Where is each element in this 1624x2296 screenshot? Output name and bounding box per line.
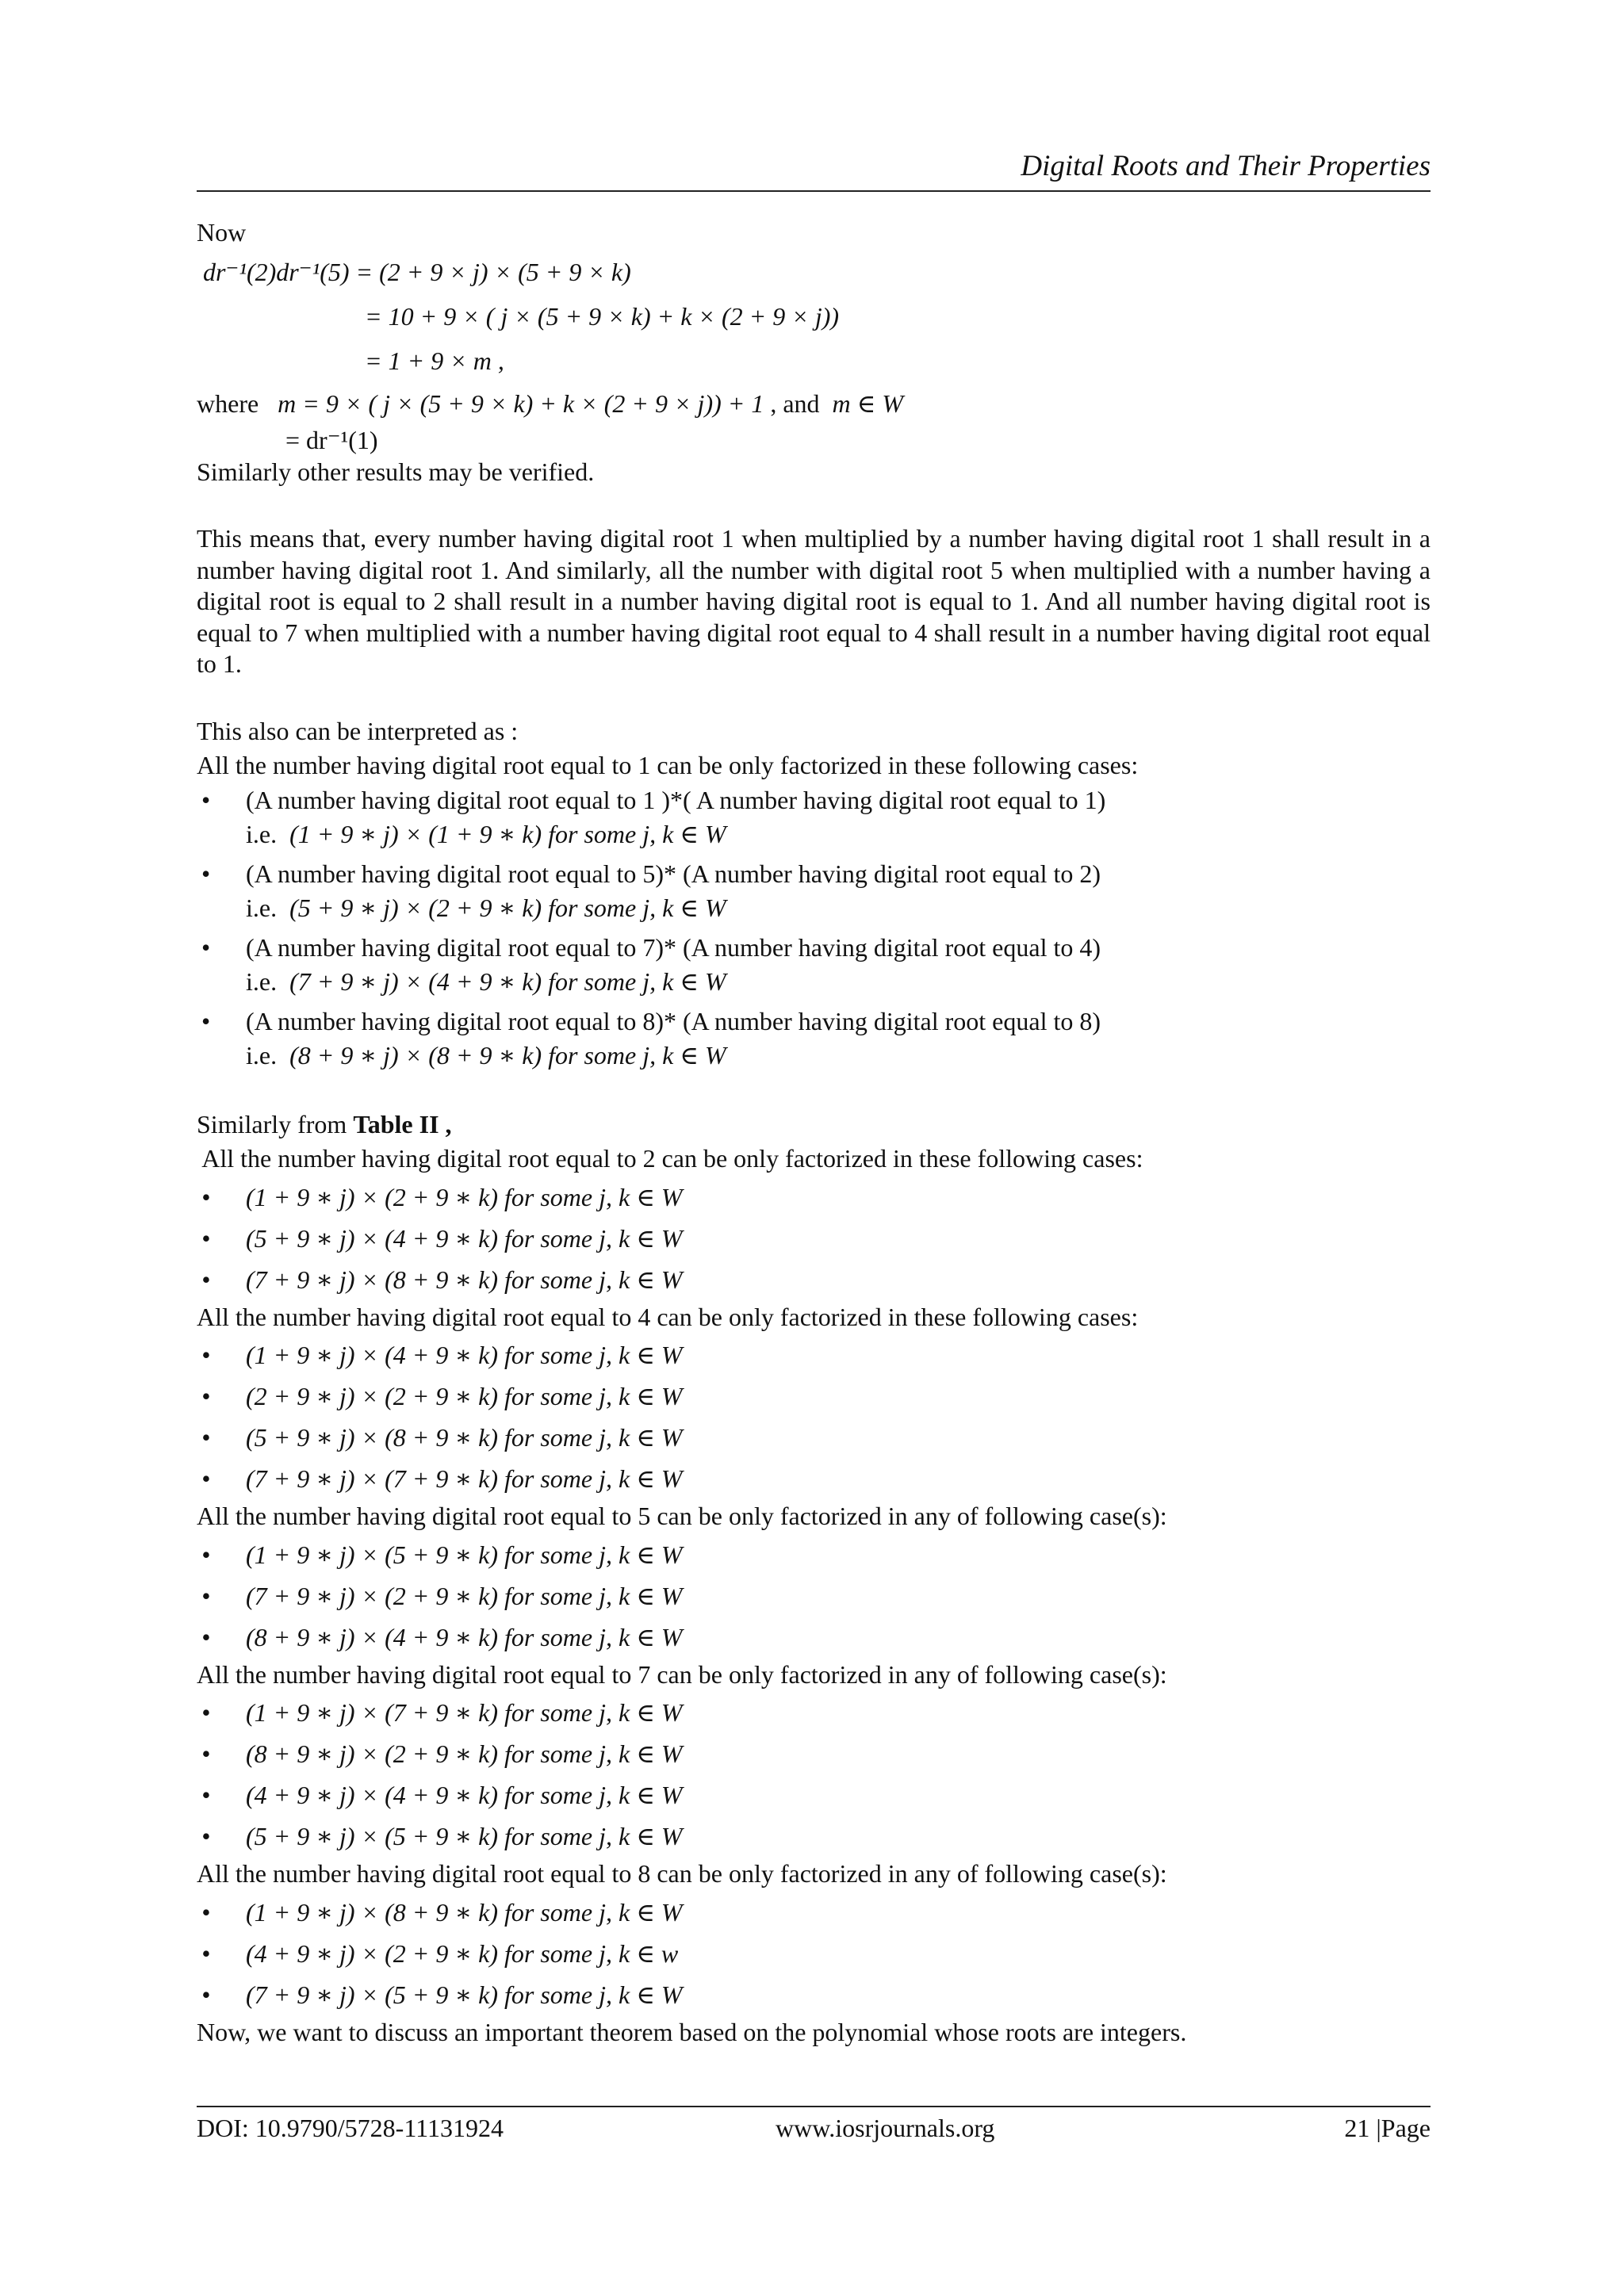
where-and: , and (770, 388, 820, 418)
list-item: • (4 + 9 ∗ j) × (4 + 9 ∗ k) for some j, k ∈ W (197, 1774, 1431, 1816)
list-item-expression: i.e. (5 + 9 ∗ j) × (2 + 9 ∗ k) for some j, k ∈ W (246, 894, 726, 922)
running-title: Digital Roots and Their Properties (1021, 150, 1431, 182)
journal-website-link[interactable]: www.iosrjournals.org (776, 2114, 995, 2142)
list-item: • (7 + 9 ∗ j) × (8 + 9 ∗ k) for some j, k ∈ W (197, 1259, 1431, 1300)
where-prefix: where (197, 388, 259, 418)
list-item: • (1 + 9 ∗ j) × (2 + 9 ∗ k) for some j, k ∈ W (197, 1177, 1431, 1218)
group-heading-dr-7: All the number having digital root equal to 7 can be only factorized in any of following case(s): (197, 1659, 1167, 1689)
list-item: • (1 + 9 ∗ j) × (5 + 9 ∗ k) for some j, k ∈ W (197, 1534, 1431, 1575)
where-equation: m = 9 × ( j × (5 + 9 × k) + k × (2 + 9 × j)) + 1 (278, 388, 764, 418)
list-item: • (8 + 9 ∗ j) × (4 + 9 ∗ k) for some j, k ∈ W (197, 1617, 1431, 1658)
page-number: 21 |Page (1344, 2114, 1431, 2142)
list-item-expression: i.e. (1 + 9 ∗ j) × (1 + 9 ∗ k) for some j, k ∈ W (246, 820, 726, 848)
list-item: • (A number having digital root equal to 8)* (A number having digital root equal to 8) (197, 1004, 1431, 1039)
header-rule (197, 190, 1431, 192)
table-ii-reference: Table II , (353, 1109, 452, 1138)
page-body (197, 216, 1431, 2049)
list-item: • (5 + 9 ∗ j) × (8 + 9 ∗ k) for some j, k ∈ W (197, 1417, 1431, 1458)
group-heading-dr-8: All the number having digital root equal to 8 can be only factorized in any of following case(s): (197, 1859, 1167, 1888)
closing-sentence: Now, we want to discuss an important theorem based on the polynomial whose roots are integers. (197, 2017, 1187, 2046)
doi-text: DOI: 10.9790/5728-11131924 (197, 2114, 504, 2142)
list-item: • (1 + 9 ∗ j) × (4 + 9 ∗ k) for some j, k ∈ W (197, 1334, 1431, 1376)
list-item: • (A number having digital root equal to 7)* (A number having digital root equal to 4) (197, 931, 1431, 966)
list-item: • (7 + 9 ∗ j) × (2 + 9 ∗ k) for some j, k ∈ W (197, 1575, 1431, 1617)
interpretation-heading: All the number having digital root equal to 1 can be only factorized in these following cases: (197, 751, 1139, 779)
list-item: • (2 + 9 ∗ j) × (2 + 9 ∗ k) for some j, k ∈ W (197, 1376, 1431, 1417)
list-item: • (4 + 9 ∗ j) × (2 + 9 ∗ k) for some j, k ∈ w (197, 1933, 1431, 1974)
footer-rule (197, 2106, 1431, 2107)
where-set: m ∈ W (832, 388, 903, 418)
equation-3: = 1 + 9 × m , (365, 346, 504, 375)
similarly-line: Similarly other results may be verified. (197, 457, 595, 486)
list-item: • (A number having digital root equal to 1 )*( A number having digital root equal to 1) (197, 783, 1431, 818)
table-ii-intro (197, 1108, 1431, 1142)
list-item: • (A number having digital root equal to 5)* (A number having digital root equal to 2) (197, 857, 1431, 892)
list-item: • (5 + 9 ∗ j) × (4 + 9 ∗ k) for some j, k ∈ W (197, 1218, 1431, 1259)
list-item-expression: i.e. (8 + 9 ∗ j) × (8 + 9 ∗ k) for some j, k ∈ W (246, 1041, 726, 1070)
group-heading-dr-5: All the number having digital root equal to 5 can be only factorized in any of following case(s): (197, 1502, 1167, 1530)
where-line (197, 382, 1431, 425)
now-label: Now (197, 218, 247, 247)
list-item: • (7 + 9 ∗ j) × (7 + 9 ∗ k) for some j, k ∈ W (197, 1458, 1431, 1499)
group-heading-dr-2: All the number having digital root equal to 2 can be only factorized in these following cases: (197, 1144, 1143, 1173)
equation-1: dr⁻¹(2)dr⁻¹(5) = (2 + 9 × j) × (5 + 9 × k) (203, 257, 631, 286)
list-item: • (8 + 9 ∗ j) × (2 + 9 ∗ k) for some j, k ∈ W (197, 1733, 1431, 1774)
list-item: • (1 + 9 ∗ j) × (8 + 9 ∗ k) for some j, k ∈ W (197, 1892, 1431, 1933)
equation-2: = 10 + 9 × ( j × (5 + 9 × k) + k × (2 + 9 × j)) (365, 301, 840, 331)
equation-4: = dr⁻¹(1) (285, 425, 378, 454)
list-item: • (7 + 9 ∗ j) × (5 + 9 ∗ k) for some j, k ∈ W (197, 1974, 1431, 2015)
interpretation-intro: This also can be interpreted as : (197, 716, 519, 745)
table-ii-groups (197, 1142, 1431, 2015)
table-ii-prefix: Similarly from (197, 1109, 354, 1138)
list-item: • (1 + 9 ∗ j) × (7 + 9 ∗ k) for some j, k ∈ W (197, 1692, 1431, 1733)
digital-root-1-cases (197, 783, 1431, 1073)
group-heading-dr-4: All the number having digital root equal to 4 can be only factorized in these following cases: (197, 1302, 1139, 1331)
paragraph-digital-root-products: This means that, every number having digital root 1 when multiplied by a number having digital root 1 shall result in a number having digital root 1. And similarly, all the number with digital root 5 when multiplied with a number having a digital root is equal to 2 shall result in a number having digital root is equal to 1. And all number having digital root is equal to 7 when multiplied with a number having digital root equal to 4 shall result in a number having digital root equal to 1. (197, 524, 1431, 678)
list-item: • (5 + 9 ∗ j) × (5 + 9 ∗ k) for some j, k ∈ W (197, 1816, 1431, 1857)
list-item-expression: i.e. (7 + 9 ∗ j) × (4 + 9 ∗ k) for some j, k ∈ W (246, 967, 726, 996)
